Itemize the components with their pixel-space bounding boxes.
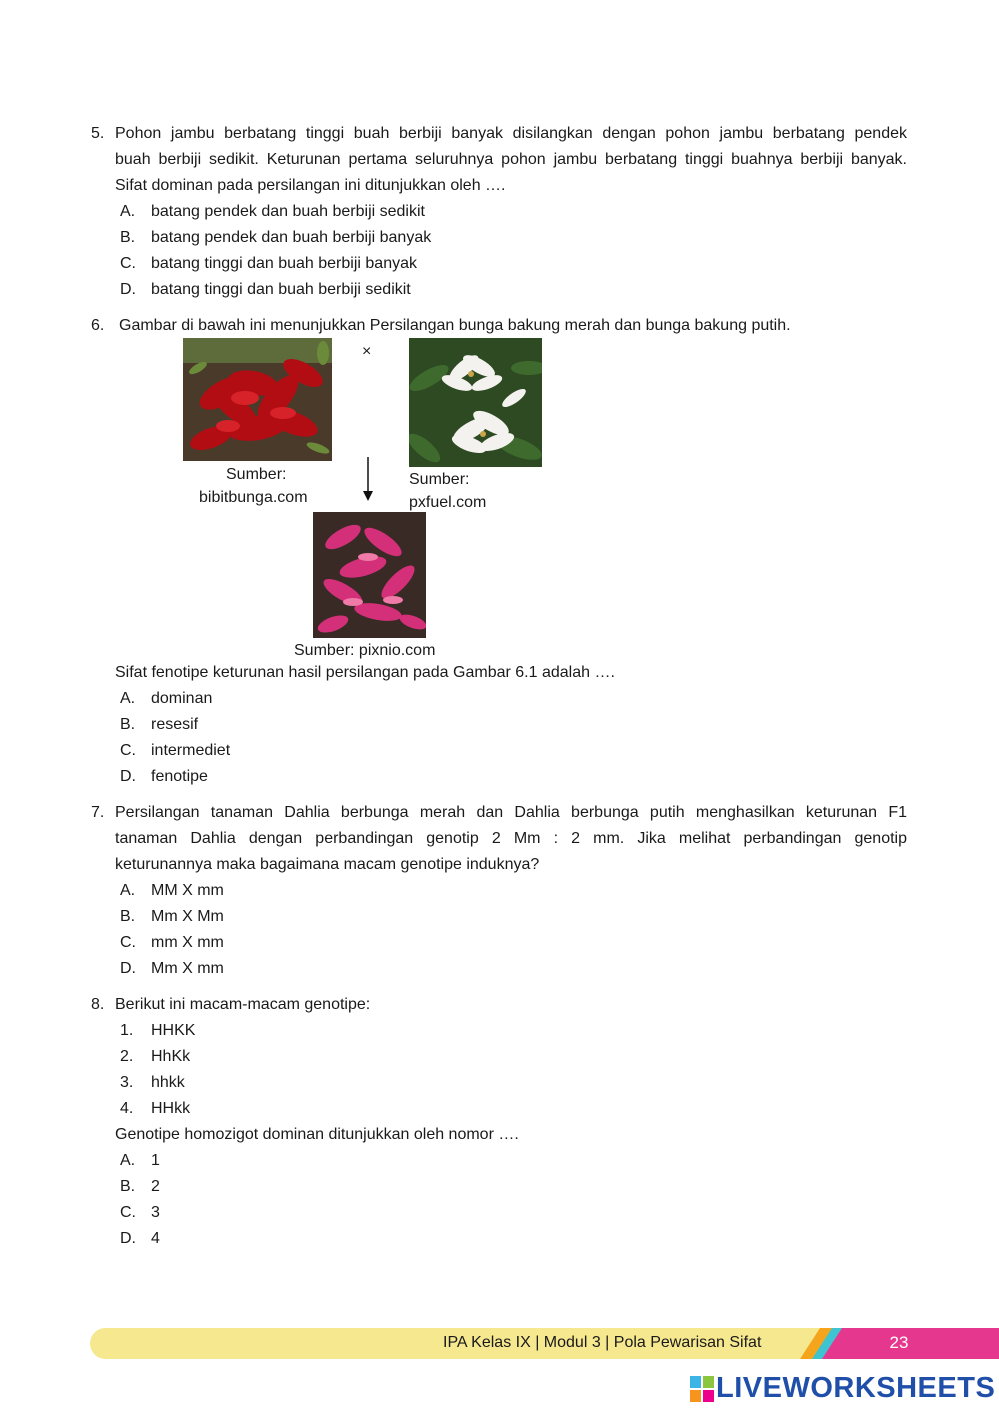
q8-option-d: 4 bbox=[151, 1230, 160, 1247]
q5-option-c-letter: C. bbox=[120, 255, 136, 272]
q8-option-d-letter: D. bbox=[120, 1230, 136, 1247]
footer-text: IPA Kelas IX | Modul 3 | Pola Pewarisan Sifat bbox=[443, 1334, 762, 1351]
q5-option-d: batang tinggi dan buah berbiji sedikit bbox=[151, 281, 411, 298]
q7-option-d-letter: D. bbox=[120, 960, 136, 977]
genotype-2-number: 2. bbox=[120, 1048, 134, 1065]
q8-question: Genotipe homozigot dominan ditunjukkan oleh nomor …. bbox=[115, 1126, 519, 1143]
q6-option-c-letter: C. bbox=[120, 742, 136, 759]
q5-text-line-1: Pohon jambu berbatang tinggi buah berbiji banyak disilangkan dengan pohon jambu berbatang pendek bbox=[115, 125, 907, 142]
q6-option-d: fenotipe bbox=[151, 768, 208, 785]
q8-option-c: 3 bbox=[151, 1204, 160, 1221]
q6-question: Sifat fenotipe keturunan hasil persilangan pada Gambar 6.1 adalah …. bbox=[115, 664, 615, 681]
down-arrow-icon bbox=[360, 455, 376, 503]
q7-number: 7. bbox=[91, 804, 105, 821]
q7-option-c-letter: C. bbox=[120, 934, 136, 951]
page-number: 23 bbox=[889, 1333, 909, 1352]
q5-text-line-3: Sifat dominan pada persilangan ini ditunjukkan oleh …. bbox=[115, 177, 506, 194]
pink-lily-image bbox=[313, 512, 426, 638]
q8-option-b-letter: B. bbox=[120, 1178, 136, 1195]
q6-text: Gambar di bawah ini menunjukkan Persilangan bunga bakung merah dan bunga bakung putih. bbox=[119, 317, 791, 334]
q6-number: 6. bbox=[91, 317, 105, 334]
q6-option-b: resesif bbox=[151, 716, 199, 733]
genotype-4: HHkk bbox=[151, 1100, 191, 1117]
q5-option-c: batang tinggi dan buah berbiji banyak bbox=[151, 255, 417, 272]
q7-option-b-letter: B. bbox=[120, 908, 136, 925]
q8-text: Berikut ini macam-macam genotipe: bbox=[115, 996, 371, 1013]
q7-text-line-3: keturunannya maka bagaimana macam genotipe induknya? bbox=[115, 856, 540, 873]
genotype-1-number: 1. bbox=[120, 1022, 134, 1039]
genotype-4-number: 4. bbox=[120, 1100, 134, 1117]
q6-option-a-letter: A. bbox=[120, 690, 136, 707]
q5-option-a: batang pendek dan buah berbiji sedikit bbox=[151, 203, 425, 220]
q8-option-b: 2 bbox=[151, 1178, 160, 1195]
genotype-1: HHKK bbox=[151, 1022, 196, 1039]
q5-option-d-letter: D. bbox=[120, 281, 136, 298]
q8-option-a-letter: A. bbox=[120, 1152, 136, 1169]
genotype-3: hhkk bbox=[151, 1074, 185, 1091]
q7-option-b: Mm X Mm bbox=[151, 908, 224, 925]
red-lily-caption-line-1: Sumber: bbox=[226, 466, 287, 483]
q6-option-a: dominan bbox=[151, 690, 213, 707]
q7-text-line-1: Persilangan tanaman Dahlia berbunga merah dan Dahlia berbunga putih menghasilkan keturunan F1 bbox=[115, 804, 907, 821]
red-lily-image bbox=[183, 338, 332, 461]
q8-number: 8. bbox=[91, 996, 105, 1013]
white-lily-caption-line-2: pxfuel.com bbox=[409, 494, 487, 511]
q7-text-line-2: tanaman Dahlia dengan perbandingan genotip 2 Mm : 2 mm. Jika melihat perbandingan genotip bbox=[115, 830, 907, 847]
white-lily-image bbox=[409, 338, 542, 467]
pink-lily-caption: Sumber: pixnio.com bbox=[294, 642, 436, 659]
cross-symbol: × bbox=[362, 343, 372, 360]
q5-option-b-letter: B. bbox=[120, 229, 136, 246]
liveworksheets-logo-icon bbox=[690, 1376, 714, 1402]
q7-option-d: Mm X mm bbox=[151, 960, 224, 977]
white-lily-caption-line-1: Sumber: bbox=[409, 471, 470, 488]
q6-option-d-letter: D. bbox=[120, 768, 136, 785]
q7-option-a-letter: A. bbox=[120, 882, 136, 899]
q6-option-c: intermediet bbox=[151, 742, 231, 759]
genotype-3-number: 3. bbox=[120, 1074, 134, 1091]
q8-option-c-letter: C. bbox=[120, 1204, 136, 1221]
q6-option-b-letter: B. bbox=[120, 716, 136, 733]
q5-option-a-letter: A. bbox=[120, 203, 136, 220]
q7-option-a: MM X mm bbox=[151, 882, 224, 899]
q5-number: 5. bbox=[91, 125, 105, 142]
q5-text-line-2: buah berbiji sedikit. Keturunan pertama seluruhnya pohon jambu berbatang tinggi buahnya berbiji banyak. bbox=[115, 151, 907, 168]
genotype-2: HhKk bbox=[151, 1048, 191, 1065]
liveworksheets-watermark: LIVEWORKSHEETS bbox=[716, 1372, 996, 1404]
q5-option-b: batang pendek dan buah berbiji banyak bbox=[151, 229, 432, 246]
red-lily-caption-line-2: bibitbunga.com bbox=[199, 489, 308, 506]
q7-option-c: mm X mm bbox=[151, 934, 224, 951]
q8-option-a: 1 bbox=[151, 1152, 160, 1169]
